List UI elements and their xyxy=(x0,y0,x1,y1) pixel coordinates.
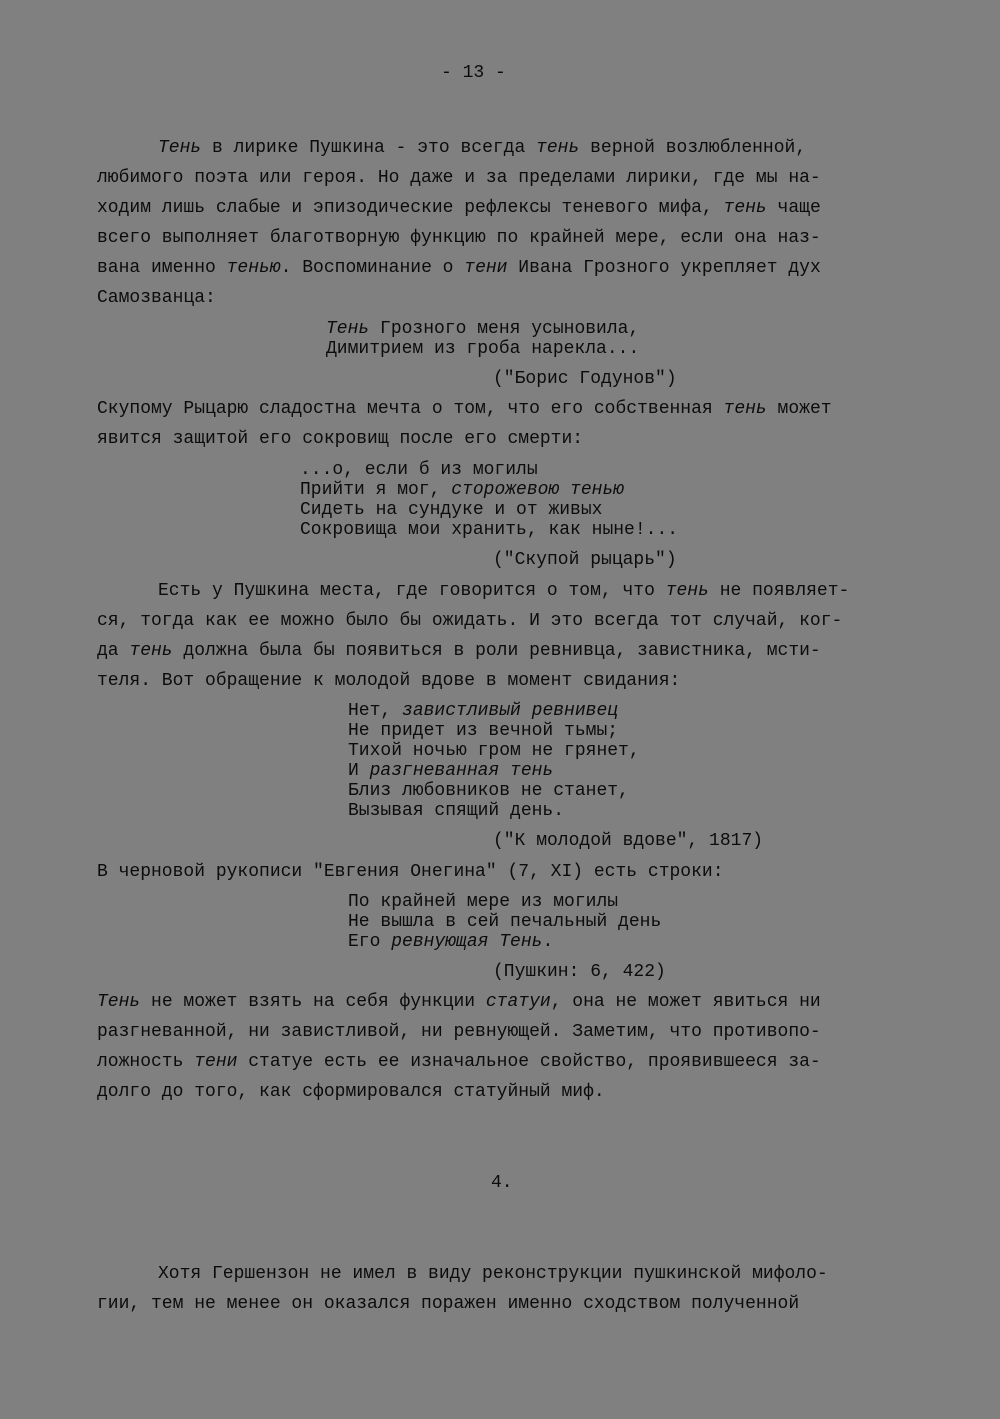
italic-word: ревнующая Тень xyxy=(391,932,543,952)
italic-word: Тень xyxy=(158,138,202,158)
verse-line xyxy=(348,780,629,802)
verse-line xyxy=(300,459,538,481)
text-run: должна была бы появиться в роли ревнивца, завистника, мсти- xyxy=(172,641,821,661)
quote-source: ("Скупой рыцарь") xyxy=(493,550,677,570)
text-run: вана именно xyxy=(97,258,227,278)
text-run: Сидеть на сундуке и от живых xyxy=(300,500,603,520)
text-run: ходим лишь слабые и эпизодические рефлексы теневого мифа, xyxy=(97,198,724,218)
text-run: Хотя Гершензон не имел в виду реконструкции пушкинской мифоло- xyxy=(158,1264,828,1284)
verse-line xyxy=(348,760,553,782)
italic-word: Тень xyxy=(97,992,141,1012)
text-line xyxy=(158,137,806,159)
text-run: По крайней мере из могилы xyxy=(348,892,619,912)
italic-word: тени xyxy=(464,258,508,278)
verse-line xyxy=(300,519,678,541)
text-run: Грозного меня усыновила, xyxy=(369,319,640,339)
quote-source: ("К молодой вдове", 1817) xyxy=(493,831,764,851)
italic-word: тень xyxy=(723,198,767,218)
italic-word: завистливый ревнивец xyxy=(402,701,619,721)
text-run: всего выполняет благотворную функцию по крайней мере, если она наз- xyxy=(97,228,821,248)
verse-line xyxy=(300,499,602,521)
text-line xyxy=(97,670,680,692)
text-run: Близ любовников не станет, xyxy=(348,781,629,801)
text-line xyxy=(97,257,821,279)
text-run: Не придет из вечной тьмы; xyxy=(348,721,619,741)
text-run: Не вышла в сей печальный день xyxy=(348,912,662,932)
text-run: Прийти я мог, xyxy=(300,480,452,500)
text-run: В черновой рукописи "Евгения Онегина" (7, XI) есть строки: xyxy=(97,862,724,882)
text-run: ложность xyxy=(97,1052,195,1072)
text-line xyxy=(158,1263,828,1285)
text-run: статуе есть ее изначальное свойство, проявившееся за- xyxy=(237,1052,821,1072)
text-line xyxy=(97,398,832,420)
text-run: Сокровища мои хранить, как ныне!... xyxy=(300,520,679,540)
quote-source: ("Борис Годунов") xyxy=(493,369,677,389)
text-run: . xyxy=(542,932,554,952)
italic-word: тень xyxy=(665,581,709,601)
text-run: И xyxy=(348,761,370,781)
text-run: ...о, если б из могилы xyxy=(300,460,538,480)
text-run: Димитрием из гроба нарекла... xyxy=(326,339,640,359)
verse-line xyxy=(348,700,618,722)
text-line xyxy=(97,167,821,189)
text-line xyxy=(158,580,849,602)
text-run: долго до того, как сформировался статуйный миф. xyxy=(97,1082,605,1102)
text-line xyxy=(97,991,821,1013)
text-run: гии, тем не менее он оказался поражен именно сходством полученной xyxy=(97,1294,800,1314)
verse-line xyxy=(348,891,618,913)
text-run: Есть у Пушкина места, где говорится о том, что xyxy=(158,581,666,601)
italic-word: тень xyxy=(723,399,767,419)
italic-word: статуи xyxy=(485,992,551,1012)
verse-line xyxy=(348,911,661,933)
text-line xyxy=(97,861,724,883)
text-run: Вызывая спящий день. xyxy=(348,801,565,821)
verse-line xyxy=(326,318,639,340)
italic-word: тенью xyxy=(226,258,281,278)
text-run: может xyxy=(766,399,832,419)
text-run: не может взять на себя функции xyxy=(140,992,486,1012)
text-run: теля. Вот обращение к молодой вдове в момент свидания: xyxy=(97,671,681,691)
text-line xyxy=(97,1021,821,1043)
text-run: разгневанной, ни завистливой, ни ревнующей. Заметим, что противопо- xyxy=(97,1022,821,1042)
text-line xyxy=(97,197,821,219)
text-run: Ивана Грозного укрепляет дух xyxy=(507,258,821,278)
text-line xyxy=(97,428,583,450)
text-run: Его xyxy=(348,932,392,952)
text-run: Скупому Рыцарю сладостна мечта о том, что его собственная xyxy=(97,399,724,419)
text-line xyxy=(97,287,216,309)
text-line xyxy=(97,610,842,632)
text-line xyxy=(97,1051,821,1073)
italic-word: тень xyxy=(129,641,173,661)
verse-line xyxy=(348,800,564,822)
italic-word: сторожевою тенью xyxy=(451,480,625,500)
text-run: в лирике Пушкина - это всегда xyxy=(201,138,537,158)
page-number: - 13 - xyxy=(441,63,506,83)
text-run: чаще xyxy=(766,198,821,218)
text-run: . Воспоминание о xyxy=(280,258,465,278)
text-line xyxy=(97,1293,799,1315)
text-run: Нет, xyxy=(348,701,403,721)
text-run: ся, тогда как ее можно было бы ожидать. И это всегда тот случай, ког- xyxy=(97,611,843,631)
quote-source: (Пушкин: 6, 422) xyxy=(493,962,666,982)
text-run: да xyxy=(97,641,130,661)
text-run: Самозванца: xyxy=(97,288,216,308)
verse-line xyxy=(300,479,624,501)
text-run: любимого поэта или героя. Но даже и за пределами лирики, где мы на- xyxy=(97,168,821,188)
text-run: Тихой ночью гром не грянет, xyxy=(348,741,640,761)
text-run: не появляет- xyxy=(708,581,850,601)
verse-line xyxy=(348,740,640,762)
verse-line xyxy=(348,931,553,953)
text-run: явится защитой его сокровищ после его смерти: xyxy=(97,429,584,449)
text-line xyxy=(97,227,821,249)
italic-word: тени xyxy=(194,1052,238,1072)
section-number: 4. xyxy=(491,1173,513,1193)
text-run: , она не может явиться ни xyxy=(550,992,821,1012)
italic-word: тень xyxy=(536,138,580,158)
text-line xyxy=(97,640,821,662)
text-line xyxy=(97,1081,605,1103)
verse-line xyxy=(348,720,618,742)
italic-word: Тень xyxy=(326,319,370,339)
verse-line xyxy=(326,338,639,360)
text-run: верной возлюбленной, xyxy=(579,138,807,158)
italic-word: разгневанная тень xyxy=(369,761,554,781)
